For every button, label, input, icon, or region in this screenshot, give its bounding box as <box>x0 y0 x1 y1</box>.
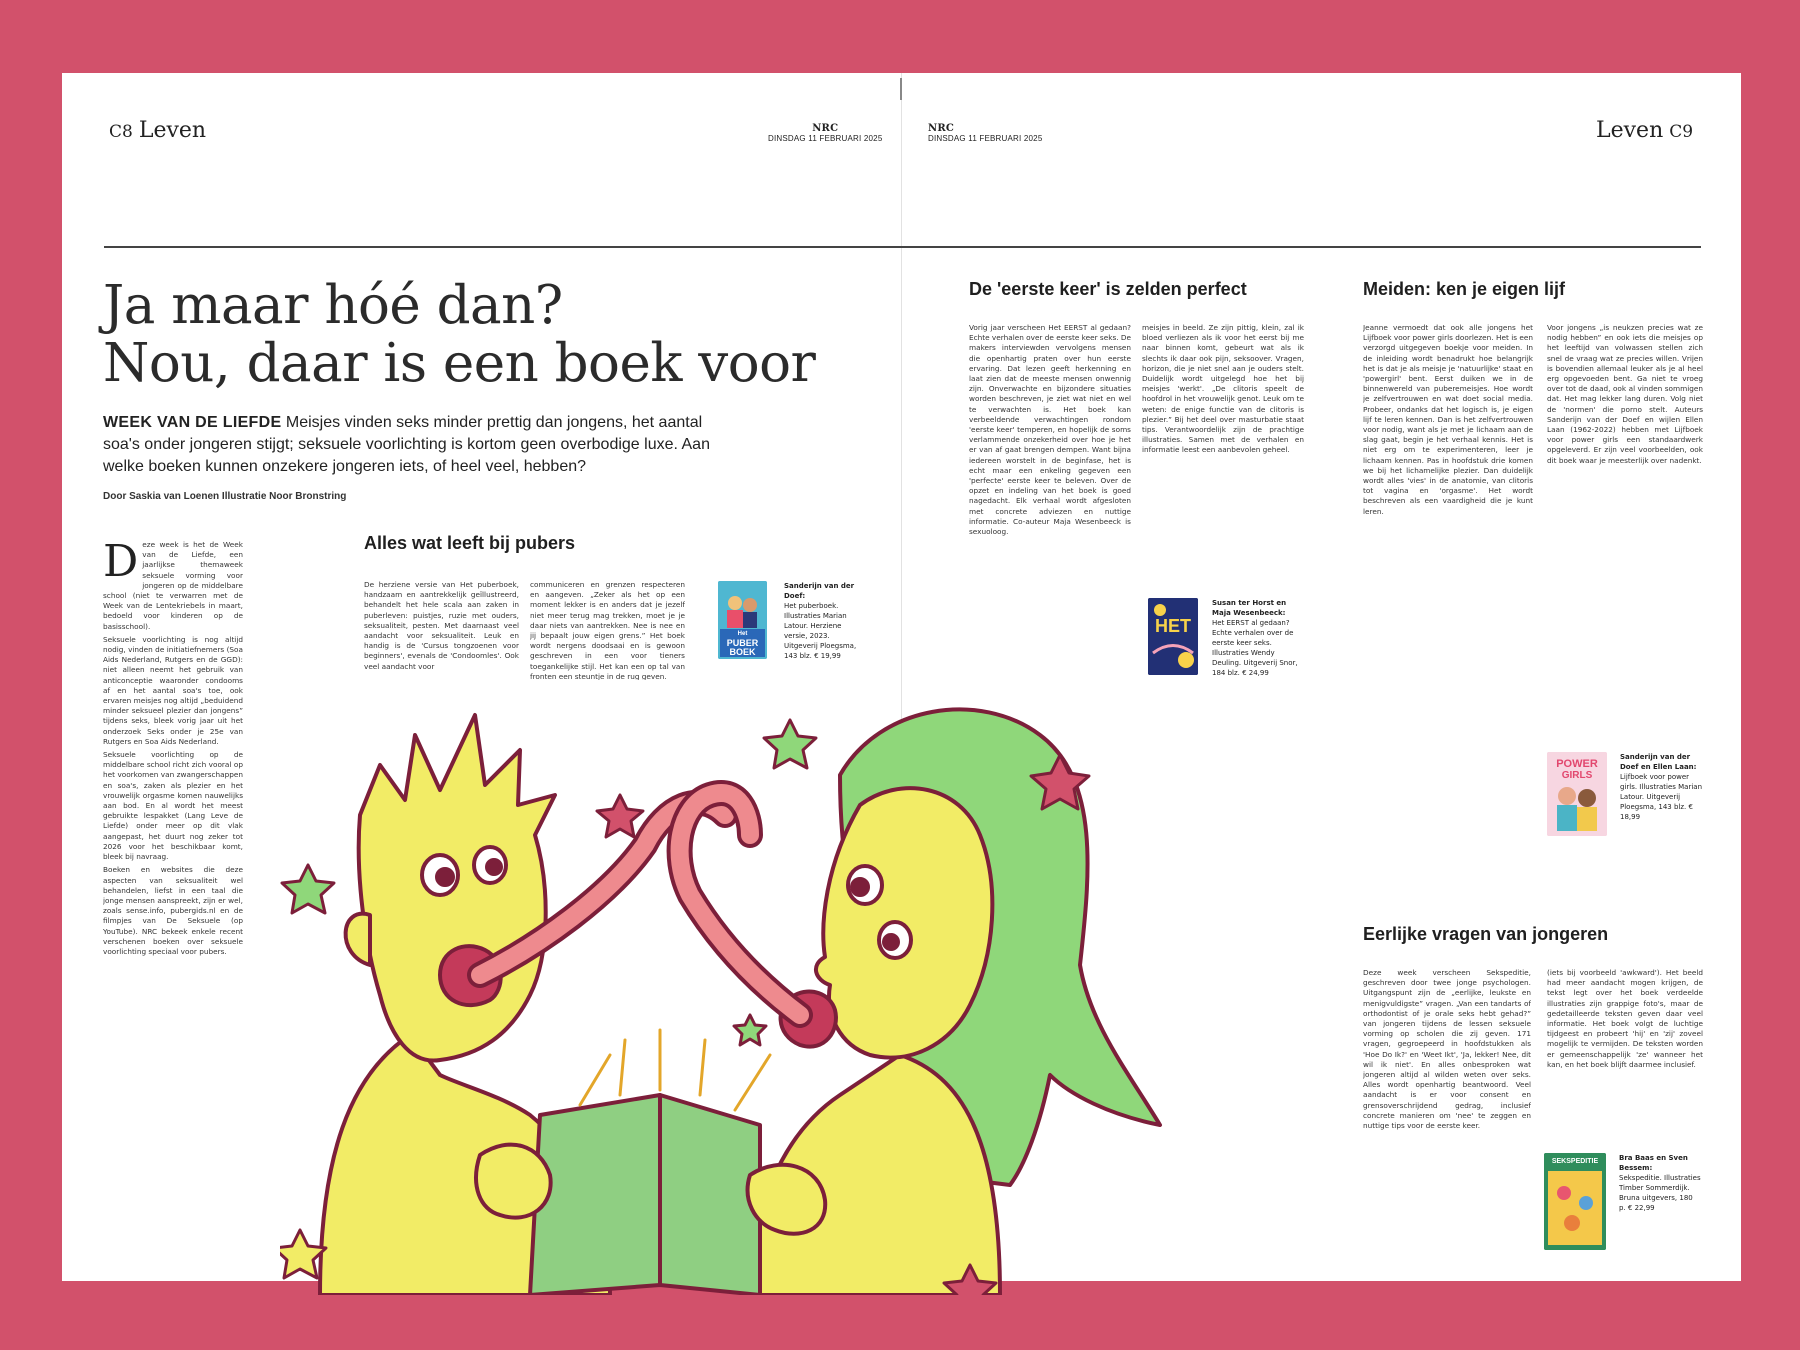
section-eerste-keer-column-2: meisjes in beeld. Ze zijn pittig, klein, zal ik bloed verliezen als ik voor het eerst bij me naar binnen komt, gebeurt wat als ik slechts ik daar ook pijn, seksoover. Vragen, horizon, die je niet snel aan je ouders stelt. Duidelijk wordt uitgelegd hoe het bij meisjes 'werkt'. „De clitoris speelt de hoofdrol in het vrouwelijk genot. Leuk om te weten: de enige functie van de clitoris is plezier.” Bij het deel over masturbatie staat tips. Verantwoordelijk zijn de prachtige illustraties. Samen met de verhalen en informatie leest een aanbevolen geheel. <box>1142 323 1304 455</box>
intro-text: Meisjes vinden seks minder prettig dan jongens, het aantal soa's onder jongeren stijgt; seksuele voorlichting is kortom geen overbodige luxe. Aan welke boeken kunnen onzekere jongeren iets, of heel veel, hebben? <box>103 414 710 475</box>
section-eerste-keer-column-1: Vorig jaar verscheen Het EERST al gedaan? Echte verhalen over de eerste keer seks. De makers interviewden vervolgens mensen die openhartig praten over hun eerste ervaring. Dat lezen geeft herkenning en laat zien dat de meeste mensen onwennig zijn. Onverwachte en bijzondere situaties worden beschreven, je ziet wat niet en wel te verwachten is. Het boek kan verbeeldende verwachtingen rondom 'eerste keer' temperen, en hopelijk de soms verlammende onzekerheid over hoe je het er van af gaat brengen dempen. Want bijna iedereen worstelt in de beginfase, het is echt maar een enkeling gegeven een 'perfecte' eerste keer te beleven. Over de opzet en indeling van het boek is goed nagedacht. Elk verhaal wordt afgesloten met concrete adviezen en nuttige informatie. Co-auteur Maja Wesenbeeck is sexuoloog. <box>969 323 1131 537</box>
main-article-column <box>103 540 243 960</box>
fold-mark-top <box>900 78 902 100</box>
caption-sekspeditie <box>1619 1153 1701 1213</box>
book-cover-eerste-keer <box>1148 598 1198 675</box>
headline-line-1: Ja maar hóé dan? <box>103 275 563 336</box>
book <box>530 1095 760 1295</box>
caption-title: Susan ter Horst en Maja Wesenbeeck: <box>1212 599 1287 617</box>
date-left: DINSDAG 11 FEBRUARI 2025 <box>768 134 883 143</box>
masthead-right <box>928 123 1042 143</box>
masthead-left <box>768 123 882 143</box>
caption-text: Het EERST al gedaan? Echte verhalen over de eerste keer seks. Illustraties Wendy Deuling. Uitgeverij Snor, 184 blz. € 24,99 <box>1212 619 1298 677</box>
caption-title: Sanderijn van der Doef en Ellen Laan: <box>1620 753 1697 771</box>
caption-text: Sekspeditie. Illustraties Timber Sommerdijk. Bruna uitgevers, 180 p. € 22,99 <box>1619 1174 1701 1212</box>
cover-text: HET <box>1155 616 1191 636</box>
page-number-left: C8 <box>109 122 133 142</box>
cover-text-1: Het <box>737 631 748 637</box>
section-title-pubers: Alles wat leeft bij pubers <box>364 533 576 553</box>
illustration-kissing-couple-book <box>280 695 1260 1295</box>
book-cover-power-girls <box>1547 752 1607 836</box>
main-paragraph-4: Boeken en websites die deze aspecten van seksualiteit wel behandelen, liefst in een taal die jonge mensen aanspreekt, zijn er wel, zoals sense.info, pubergids.nl en de filmpjes van De Seksuele (op YouTube). NRC bekeek enkele recent verschenen boeken over seksuele voorlichting speciaal voor pubers. <box>103 865 243 956</box>
caption-title: Sanderijn van der Doef: <box>784 582 855 600</box>
caption-puberboek <box>784 581 864 661</box>
caption-text: Het puberboek. Illustraties Marian Latour. Herziene versie, 2023. Uitgeverij Ploegsma, 143 blz. € 19,99 <box>784 602 857 660</box>
top-rule <box>104 246 1701 248</box>
caption-eerste-keer <box>1212 598 1304 678</box>
date-right: DINSDAG 11 FEBRUARI 2025 <box>928 134 1043 143</box>
cover-text-2: PUBER <box>726 638 759 648</box>
main-paragraph-3: Seksuele voorlichting op de middelbare school richt zich vooral op het voorkomen van zwangerschappen en soa's, zaken als plezier en het vrouwelijk orgasme komen nauwelijks aan bod. En al wordt het meest gebruikte lespakket (Lang Leve de Liefde) onder meer op dit vlak aangepast, het duurt nog zeker tot 2026 voor het beschikbaar komt, bleek bij navraag. <box>103 750 243 862</box>
star-green-1 <box>764 720 816 768</box>
star-red-1 <box>597 795 643 837</box>
section-name-left: Leven <box>138 118 207 143</box>
book-cover-puberboek <box>718 581 767 659</box>
cover-text-2: GIRLS <box>1561 770 1593 781</box>
section-name-right: Leven <box>1596 118 1664 143</box>
folio-left <box>103 118 206 143</box>
boy-ear <box>346 914 370 965</box>
star-green-3 <box>734 1015 766 1045</box>
folio-right <box>1596 118 1699 143</box>
section-vragen-column-1: Deze week verscheen Sekspeditie, geschreven door twee jonge psychologen. Uitgangspunt zijn de „eerlijke, leukste en menigvuldigste” vragen. „Van een tandarts of orthodontist of je orale seks hebt gehad?” van jongeren tijdens de lessen seksuele vorming op scholen die zij geven. 171 vragen, gegroepeerd in hoofdstukken als 'Hoe Do Ik?' en 'Weet Ikt', 'Ja, lekker! Nee, dit wil ik niet'. En alles onbesproken wat jongeren altijd al wilden weten over seks. Alles wordt openhartig beantwoord. Veel aandacht is er voor consent en grensoverschrijdend gedrag, inclusief concrete manieren om 'nee' te zeggen en nuttige tips voor de eerste keer. <box>1363 968 1531 1131</box>
section-meiden-column-1: Jeanne vermoedt dat ook alle jongens het Lijfboek voor power girls doorlezen. Het is een verzorgd uitgegeven boekje voor meiden. In de inleiding wordt benadrukt hoe belangrijk het is dat je als meisje je 'natuurlijke' staat en 'powergirl' bent. Eerst duiken we in de binnenwereld van puberemeisjes. Hoe wordt je zelfvertrouwen en wat doet social media. Probeer, ondanks dat het logisch is, je eigen lijf te leren kennen. Dan is het zelfvertrouwen voor nodig, want als je met je lichaam aan de slag gaat, begin je het verhaal kennis. Het is niet erg om te experimenteren, leer je lichaam kennen. Pas in hoofdstuk drie komen we bij het lichamelijke plezier. Dan duidelijk wordt alles 'vies' in de anatomie, van clitoris tot vagina en 'orgasme'. Het wordt beschreven als een vaardigheid die je kunt leren. <box>1363 323 1533 516</box>
logo-right: NRC <box>928 123 955 134</box>
cover-text: SEKSPEDITIE <box>1551 1158 1599 1165</box>
main-paragraph-1: eze week is het de Week van de Liefde, een jaarlijkse themaweek seksuele vorming voor jongeren op de middelbare school (niet te verwarren met de Week van de Lentekriebels in maart, bedoeld voor kinderen op de basisschool). <box>103 540 243 631</box>
main-paragraph-2: Seksuele voorlichting is nog altijd nodig, vinden de initiatiefnemers (Soa Aids Nederland, Rutgers en de GGD): niet alleen neemt het gebruik van anticonceptie waaronder condooms af en het aantal soa's toe, ook ervaren meisjes nog altijd „beduidend minder seksueel plezier dan jongens” tijdens seks, bleek vorig jaar uit het onderzoek Seks onder je 25e van Rutgers en Soa Aids Nederland. <box>103 634 243 746</box>
dropcap: D <box>103 540 139 587</box>
kicker: WEEK VAN DE LIEFDE <box>103 414 282 431</box>
boy-hand <box>476 1145 551 1218</box>
headline-line-2: Nou, daar is een boek voor <box>103 333 816 394</box>
section-pubers-column-2: communiceren en grenzen respecteren en aangeven. „Zeker als het op een moment lekker is en anders dat je jezelf niet meer terug mag trekken, moet je je daar niets van aantrekken. Nee is nee en jij bepaalt jouw eigen grens.” Het boek wordt nergens doodsaai en is gewoon geschreven in een voor tieners toegankelijke stijl. Het kan een op tal van fronten een steuntje in de rug geven. <box>530 580 685 680</box>
cover-text-1: POWER <box>1556 758 1598 770</box>
section-title-eerste-keer: De 'eerste keer' is zelden perfect <box>969 279 1247 299</box>
byline: Door Saskia van Loenen Illustratie Noor Bronstring <box>103 491 347 502</box>
boy-head <box>359 715 555 1061</box>
cover-text-3: BOEK <box>729 647 756 657</box>
section-title-meiden: Meiden: ken je eigen lijf <box>1363 279 1566 299</box>
caption-text: Lijfboek voor power girls. Illustraties Marian Latour. Uitgeverij Ploegsma, 143 blz. € 18,99 <box>1620 773 1703 821</box>
caption-power-girls <box>1620 752 1702 822</box>
section-title-vragen: Eerlijke vragen van jongeren <box>1363 924 1609 944</box>
caption-title: Bra Baas en Sven Bessem: <box>1619 1154 1688 1172</box>
logo-left: NRC <box>812 123 839 134</box>
headline <box>103 275 816 394</box>
book-cover-sekspeditie <box>1544 1153 1606 1250</box>
section-pubers-column-1: De herziene versie van Het puberboek, handzaam en aantrekkelijk geïllustreerd, behandelt het hele scala aan zaken in puberleven: puistjes, ruzie met ouders, seksualiteit, pesten. Met daarnaast veel aandacht voor seksualiteit. Leuk en handig is de 'Cursus tongzoenen voor beginners', evenals de 'Condoomles'. Ook veel aandacht voor <box>364 580 519 671</box>
star-green-2 <box>282 865 334 913</box>
section-vragen-column-2: (iets bij voorbeeld 'awkward'). Het beeld had meer aandacht mogen krijgen, de tekst legt over het boek verdeelde illustraties zijn grappige foto's, maar de gedetailleerde teksten geven daar veel informatie. Het boek volgt de luchtige tijdgeest en probeert 'hij' en 'zij' zoveel mogelijk te vermijden. De teksten worden er gemeenschappelijk 'ze' wanneer het kan, en het boek blijft daarmee inclusief. <box>1547 968 1703 1069</box>
section-meiden-column-2: Voor jongens „is neukzen precies wat ze nodig hebben” en ook iets die meisjes op het leeftijd van volwassen stellen zich snel de vraag wat ze precies willen. Vrijen is bovendien allemaal leuker als je al heel erg opgevoeden bent. Ga niet te vroeg over tot de daad, ook al vinden sommigen dat. Het mag lekker lang duren. Volg niet de 'normen' die porno stelt. Auteurs Sanderijn van der Doef en wijlen Ellen Laan (1962-2022) hebben met Lijfboek voor power girls een standaardwerk opgeleverd. Er zijn veel voorbeelden, ook dit boek waar je meesterlijk over nadenkt. <box>1547 323 1703 465</box>
page-number-right: C9 <box>1669 122 1694 142</box>
intro <box>103 412 733 478</box>
